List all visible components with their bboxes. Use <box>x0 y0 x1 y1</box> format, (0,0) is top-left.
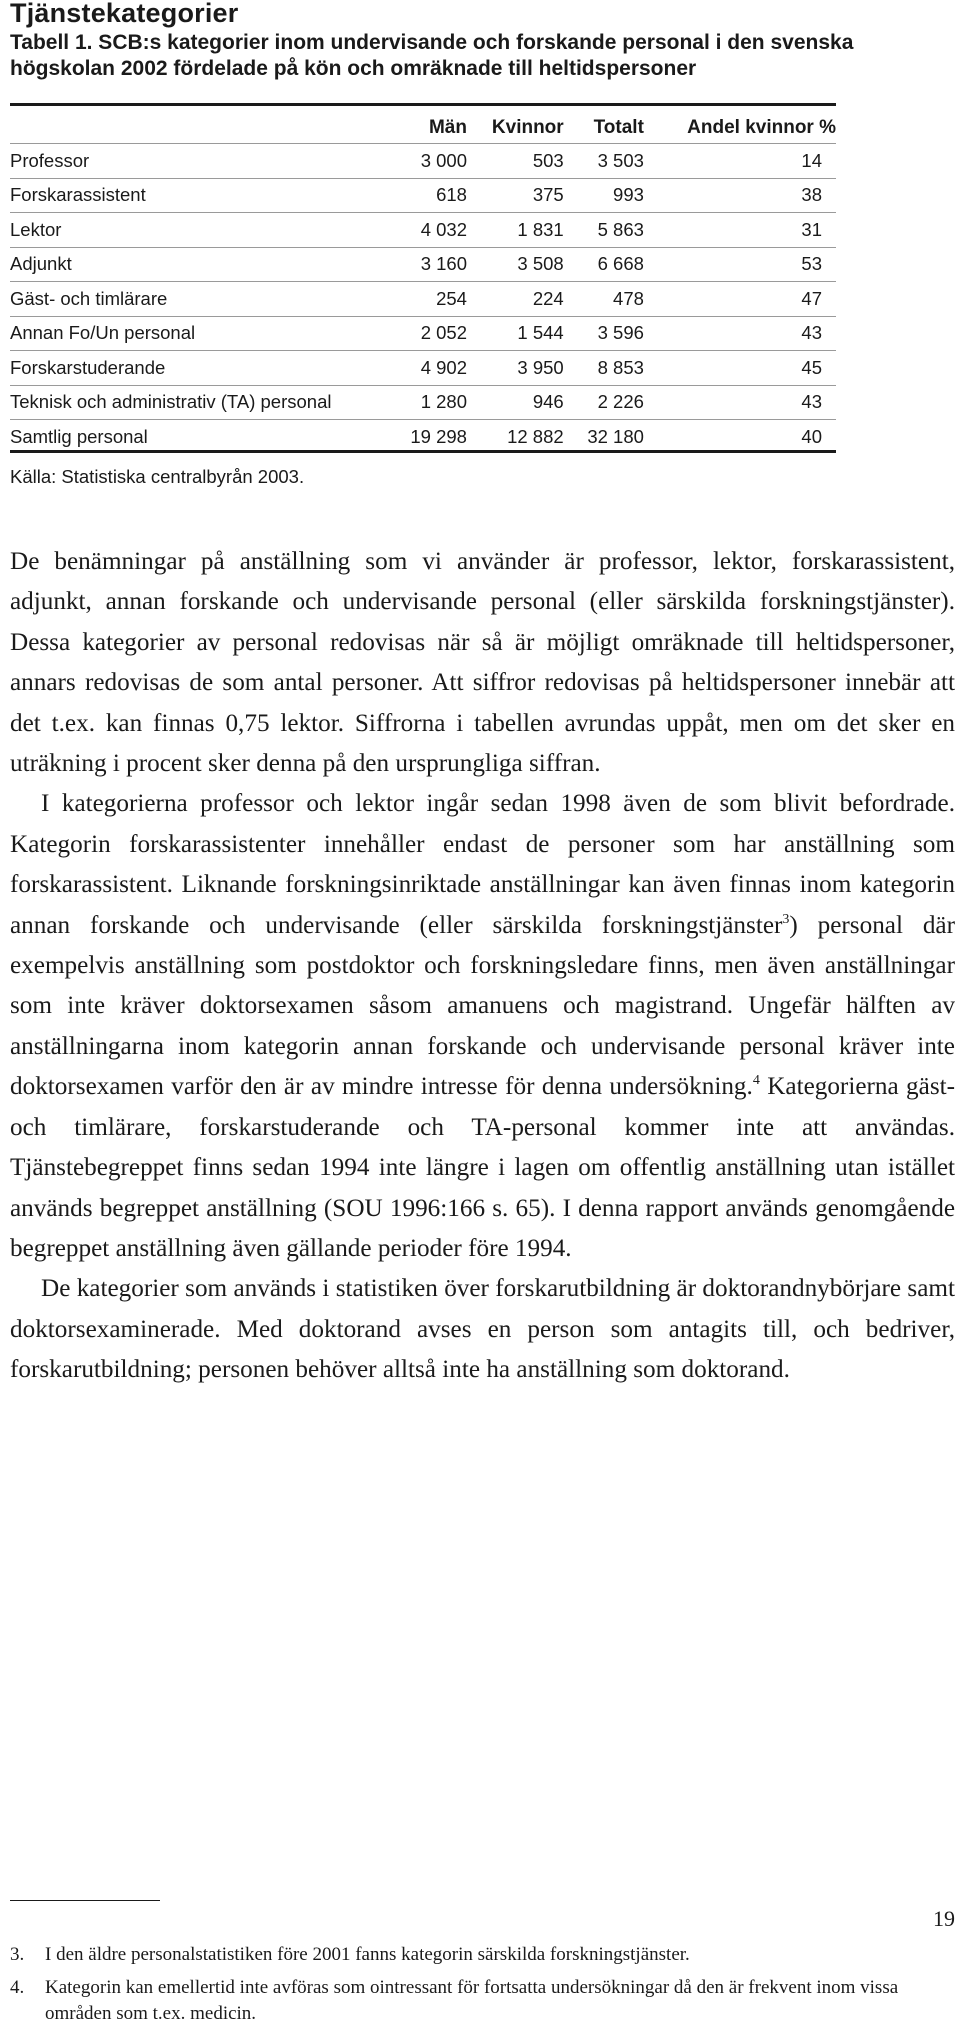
row-label: Adjunkt <box>10 247 395 282</box>
cell-share-women: 45 <box>650 351 836 386</box>
row-label: Gäst- och timlärare <box>10 282 395 317</box>
table-source: Källa: Statistiska centralbyrån 2003. <box>10 466 305 487</box>
body-text <box>10 542 955 1391</box>
cell-share-women: 31 <box>650 213 836 248</box>
cell-women: 1 831 <box>472 213 572 248</box>
cell-total: 2 226 <box>572 385 650 420</box>
header-share-women: Andel kvinnor % <box>650 115 836 144</box>
cell-women: 1 544 <box>472 316 572 351</box>
cell-men: 4 032 <box>395 213 472 248</box>
table-bottom-rule <box>10 450 836 453</box>
paragraph: De kategorier som används i statistiken över forskarutbildning är doktorandnybörjare samt doktorsexaminerade. Med doktorand avses en person som antagits till, och bedriver, forskarutbildning; personen behöver alltså inte ha anställning som doktorand. <box>10 1275 955 1384</box>
cell-total: 32 180 <box>587 425 644 447</box>
table-row <box>10 144 836 179</box>
cell-share-women: 47 <box>650 282 836 317</box>
cell-share-women: 14 <box>650 144 836 179</box>
cell-total: 8 853 <box>572 351 650 386</box>
cell-men: 254 <box>395 282 472 317</box>
footnote-number: 3. <box>10 1944 25 1965</box>
row-label: Annan Fo/Un personal <box>10 316 395 351</box>
table-top-rule <box>10 103 836 106</box>
footnotes <box>10 1942 955 2034</box>
cell-men: 1 280 <box>395 385 472 420</box>
footnote <box>10 1975 955 2027</box>
cell-men: 19 298 <box>410 425 467 447</box>
staff-category-table <box>10 115 836 454</box>
table-row <box>10 316 836 351</box>
table-row-total <box>10 420 836 454</box>
table-row <box>10 247 836 282</box>
cell-share-women: 53 <box>650 247 836 282</box>
cell-women: 3 950 <box>472 351 572 386</box>
cell-men: 3 000 <box>395 144 472 179</box>
cell-women: 3 508 <box>472 247 572 282</box>
table-caption: Tabell 1. SCB:s kategorier inom undervisande och forskande personal i den svenska högskolan 2002 fördelade på kön och omräknade till heltidspersoner <box>10 31 854 80</box>
cell-men: 618 <box>395 178 472 213</box>
footnote <box>10 1942 955 1968</box>
row-label: Professor <box>10 144 395 179</box>
page-number: 19 <box>933 1906 955 1931</box>
table-header-row <box>10 115 836 144</box>
paragraph: De benämningar på anställning som vi använder är professor, lektor, forskarassistent, adjunkt, annan forskande och undervisande personal (eller särskilda forskningstjänster). Dessa kategorier av personal redovisas när så är möjligt omräknade till heltidspersoner, annars redovisas de som antal personer. Att siffror redovisas på heltidspersoner innebär att det t.ex. kan finnas 0,75 lektor. Siffrorna i tabellen avrundas uppåt, men om det sker en uträkning i procent sker denna på den ursprungliga siffran. <box>10 548 955 778</box>
paragraph-text: Kategorierna gäst- och timlärare, forskarstuderande och TA-personal kommer inte att användas. Tjänstebegreppet finns sedan 1994 inte längre i lagen om offentlig anställning utan istället används begreppet anställning (SOU 1996:166 s. 65). I denna rapport används genomgående begreppet anställning även gällande perioder före 1994. <box>10 1073 956 1262</box>
footnote-text: Kategorin kan emellertid inte avföras som ointressant för fortsatta undersökningar då den är frekvent inom vissa områden som t.ex. medicin. <box>45 1977 899 2024</box>
cell-men: 3 160 <box>395 247 472 282</box>
cell-women: 375 <box>472 178 572 213</box>
row-label: Samtlig personal <box>10 425 148 447</box>
row-label: Lektor <box>10 213 395 248</box>
cell-share-women: 43 <box>650 316 836 351</box>
header-category <box>10 115 395 144</box>
header-total: Totalt <box>572 115 650 144</box>
table-row <box>10 351 836 386</box>
row-label: Teknisk och administrativ (TA) personal <box>10 385 395 420</box>
cell-share-women: 43 <box>650 385 836 420</box>
paragraph-text: I kategorierna professor och lektor ingår sedan 1998 även de som blivit befordrade. Kategorin forskarassistenter innehåller endast de personer som har anställning som forskarassistent. Liknande forskningsinriktade anställningar kan även finnas inom kategorin annan forskande och undervisande (eller särskilda forskningstjänster <box>10 790 955 939</box>
cell-share-women: 40 <box>801 425 822 447</box>
section-title: Tjänstekategorier <box>10 0 239 28</box>
table-row <box>10 213 836 248</box>
paragraph-text: ) personal där exempelvis anställning som postdoktor och forskningsledare finns, men även anställningar som inte kräver doktorsexamen såsom amanuens och magistrand. Ungefär hälften av anställningarna inom kategorin annan forskande och undervisande personal kräver inte doktorsexamen varför den är av mindre intresse för denna undersökning. <box>10 911 955 1101</box>
footnote-text: I den äldre personalstatistiken före 2001 fanns kategorin särskilda forskningstjänster. <box>45 1944 690 1965</box>
cell-total: 993 <box>572 178 650 213</box>
cell-women: 503 <box>472 144 572 179</box>
cell-men: 4 902 <box>395 351 472 386</box>
cell-men: 2 052 <box>395 316 472 351</box>
footnote-ref[interactable]: 3 <box>782 911 790 927</box>
cell-total: 478 <box>572 282 650 317</box>
cell-women: 224 <box>472 282 572 317</box>
footnote-rule <box>10 1900 160 1901</box>
paragraph <box>10 784 955 1269</box>
header-women: Kvinnor <box>472 115 572 144</box>
cell-total: 5 863 <box>572 213 650 248</box>
row-label: Forskarstuderande <box>10 351 395 386</box>
cell-women: 12 882 <box>507 425 564 447</box>
cell-share-women: 38 <box>650 178 836 213</box>
table-row <box>10 178 836 213</box>
row-label: Forskarassistent <box>10 178 395 213</box>
cell-total: 6 668 <box>572 247 650 282</box>
table-row <box>10 385 836 420</box>
cell-women: 946 <box>472 385 572 420</box>
cell-total: 3 503 <box>572 144 650 179</box>
cell-total: 3 596 <box>572 316 650 351</box>
table-row <box>10 282 836 317</box>
footnote-ref[interactable]: 4 <box>752 1073 760 1089</box>
footnote-number: 4. <box>10 1977 25 1998</box>
header-men: Män <box>395 115 472 144</box>
